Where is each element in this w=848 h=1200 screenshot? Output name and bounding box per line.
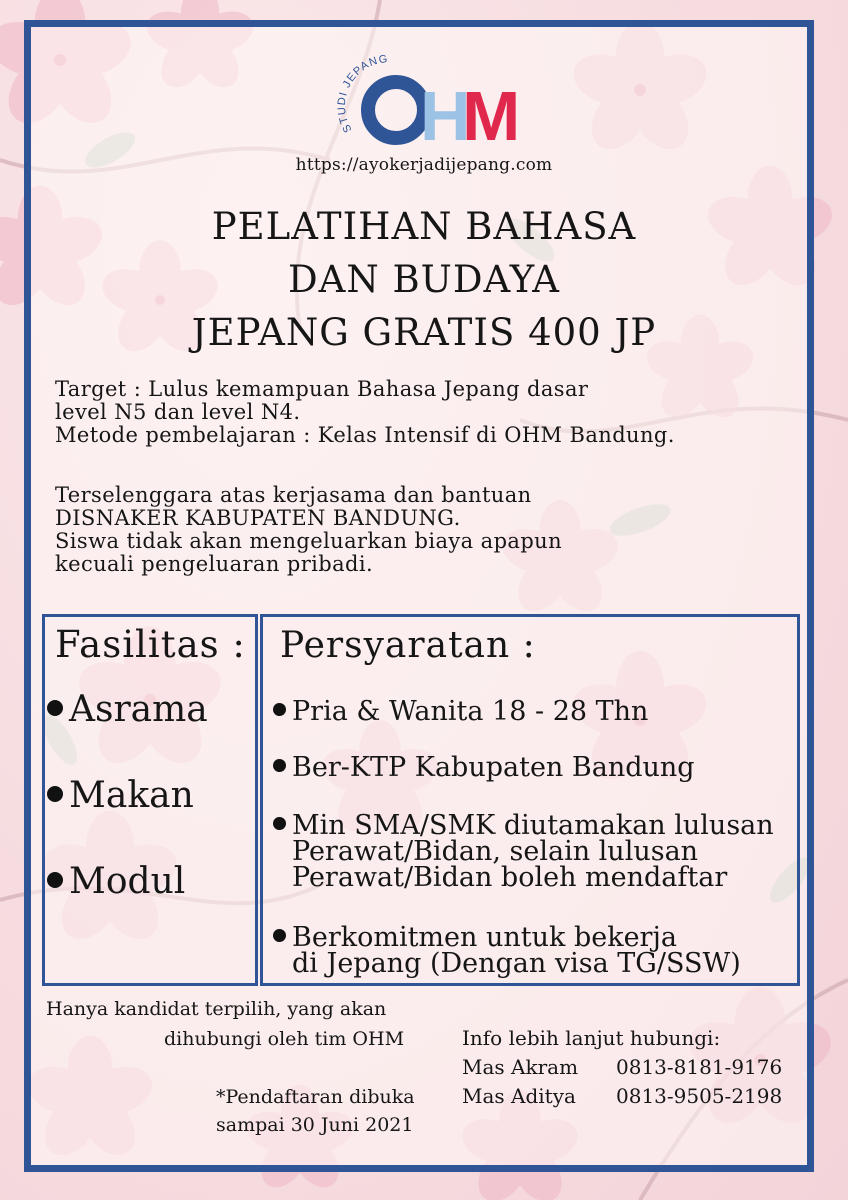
bullet-icon (47, 786, 63, 802)
info-label: Info lebih lanjut hubungi: (462, 1026, 721, 1050)
contact-name: Mas Aditya (462, 1084, 576, 1108)
ohm-logo (324, 52, 524, 152)
contact-block (462, 1024, 782, 1111)
bullet-icon (273, 759, 286, 772)
page-title (0, 200, 848, 359)
support-line: Siswa tidak akan mengeluarkan biaya apapun (55, 529, 563, 553)
facility-label: Modul (69, 861, 186, 902)
selection-note-line: dihubungi oleh tim OHM (164, 1028, 405, 1050)
bullet-icon (47, 700, 63, 716)
intro-line: level N5 dan level N4. (55, 400, 301, 424)
logo-letter-h: H (420, 77, 471, 152)
bullet-icon (273, 929, 286, 942)
requirement-text: Min SMA/SMK diutamakan lulusan (292, 810, 774, 841)
facility-label: Makan (69, 775, 194, 816)
contact-row (462, 1053, 782, 1082)
requirement-text: di Jepang (Dengan visa TG/SSW) (292, 948, 741, 979)
logo-arc-text: STUDI JEPANG (335, 53, 390, 135)
facilities-heading: Fasilitas : (55, 623, 246, 666)
registration-note-line: *Pendaftaran dibuka (216, 1086, 415, 1108)
facilities-box (42, 614, 258, 986)
requirement-text: Perawat/Bidan, selain lulusan (292, 836, 699, 867)
facility-item (47, 689, 208, 730)
bullet-icon (273, 703, 286, 716)
facility-item (47, 775, 194, 816)
requirement-item (273, 810, 774, 893)
bullet-icon (47, 872, 63, 888)
support-line: kecuali pengeluaran pribadi. (55, 552, 374, 576)
requirement-text: Ber-KTP Kabupaten Bandung (292, 752, 695, 783)
intro-line: Metode pembelajaran : Kelas Intensif di OHM Bandung. (55, 423, 675, 447)
logo-letter-m: M (462, 77, 521, 152)
requirements-box (260, 614, 800, 986)
title-line: DAN BUDAYA (287, 258, 561, 301)
contact-phone[interactable]: 0813-8181-9176 (616, 1055, 783, 1079)
requirements-heading: Persyaratan : (280, 625, 536, 666)
requirement-item (273, 752, 695, 783)
bullet-icon (273, 817, 286, 830)
facility-label: Asrama (69, 689, 208, 730)
requirement-text: Perawat/Bidan boleh mendaftar (292, 862, 728, 893)
requirement-item (273, 696, 649, 727)
website-url[interactable]: https://ayokerjadijepang.com (295, 155, 553, 175)
intro-paragraph (55, 378, 675, 447)
contact-phone[interactable]: 0813-9505-2198 (616, 1084, 783, 1108)
requirement-item (273, 922, 741, 979)
selection-note-line: Hanya kandidat terpilih, yang akan (46, 998, 387, 1020)
contact-name: Mas Akram (462, 1055, 579, 1079)
contact-row (462, 1082, 782, 1111)
support-paragraph (55, 484, 562, 576)
facility-item (47, 861, 185, 902)
requirement-text: Berkomitmen untuk bekerja (292, 922, 677, 953)
title-line: PELATIHAN BAHASA (211, 205, 637, 248)
intro-line: Target : Lulus kemampuan Bahasa Jepang dasar (55, 377, 589, 401)
title-line: JEPANG GRATIS 400 JP (191, 311, 657, 354)
registration-note-line: sampai 30 Juni 2021 (216, 1114, 414, 1136)
requirement-text: Pria & Wanita 18 - 28 Thn (292, 696, 649, 727)
support-line: DISNAKER KABUPATEN BANDUNG. (55, 506, 461, 530)
support-line: Terselenggara atas kerjasama dan bantuan (55, 483, 532, 507)
